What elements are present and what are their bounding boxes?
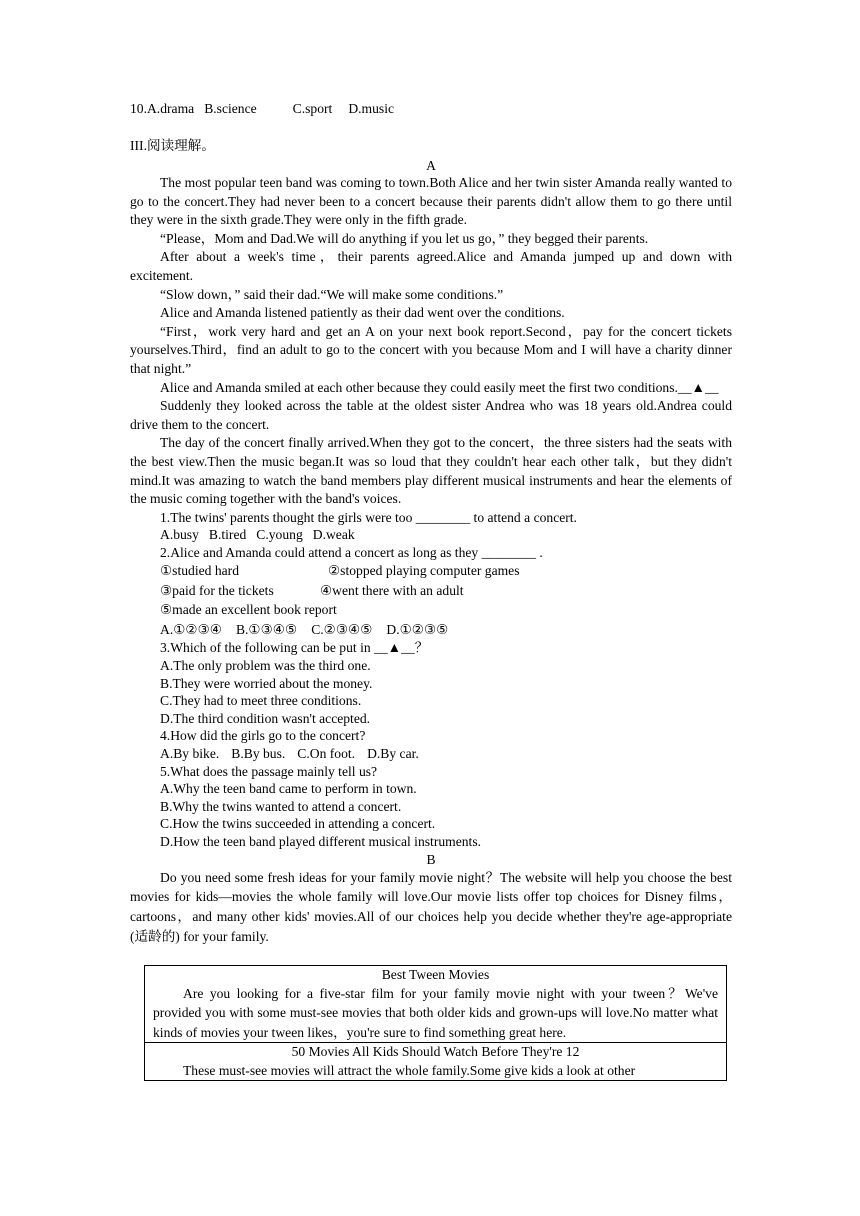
paragraph: After about a week's time，their parents agreed.Alice and Amanda jumped up and down with excitement. [130, 249, 732, 283]
question-2: 2.Alice and Amanda could attend a concert as long as they ________ . [160, 544, 543, 560]
option-d: D.music [348, 101, 394, 116]
option: B.By bus. [231, 746, 286, 762]
question-2-items-row [130, 561, 732, 581]
option-a: 10.A.drama [130, 101, 195, 116]
paragraph: The most popular teen band was coming to town.Both Alice and her twin sister Amanda really wanted to go to the concert.They had never been to a concert because their parents didn't allow them to go there until they were in the sixth grade.They were only in the fifth grade. [130, 175, 732, 228]
option: C.②③④⑤ [311, 621, 373, 637]
option: A.By bike. [160, 746, 220, 762]
passage-a-label: A [426, 158, 436, 173]
option: A.The only problem was the third one. [160, 658, 371, 674]
option: B.tired [208, 527, 247, 543]
choice-item: ③paid for the tickets [160, 582, 274, 598]
paragraph: The day of the concert finally arrived.When they got to the concert，the three sisters had the seats with the best view.Then the music began.It was so loud that they couldn't hear each other talk，but they didn't mind.It was amazing to watch the band members play different musical instruments and hear the elements of the music coming together with the band's voices. [130, 435, 732, 507]
option: B.①③④⑤ [235, 621, 298, 637]
option: D.By car. [367, 746, 419, 762]
movie-list-body: These must-see movies will attract the whole family.Some give kids a look at other [183, 1062, 636, 1078]
movie-list-cell [145, 1042, 727, 1080]
section-title: III.阅读理解。 [130, 138, 215, 153]
option-b: B.science [204, 101, 257, 116]
option: B.They were worried about the money. [160, 675, 373, 691]
option: D.The third condition wasn't accepted. [160, 710, 371, 726]
worksheet-page [130, 100, 732, 947]
option: C.How the twins succeeded in attending a concert. [160, 816, 436, 832]
paragraph: Alice and Amanda listened patiently as their dad went over the conditions. [160, 305, 565, 321]
option-c: C.sport [292, 101, 333, 116]
choice-item: ④went there with an adult [320, 582, 464, 598]
movie-list-body: Are you looking for a five-star film for your family movie night with your tween？We've provided you with some must-see movies that both older kids and grown-ups will love.No matter what kinds of movies your tween likes，you're sure to find something great here. [153, 986, 718, 1040]
question-2-items-row [130, 581, 732, 601]
option: C.They had to meet three conditions. [160, 693, 362, 709]
passage-b-intro: Do you need some fresh ideas for your family movie night？The website will help you choose the best movies for kids—movies the whole family will love.Our movie lists offer top choices for Disney films，cartoons，and many other kids' movies.All of our choices help you decide whether they're age-appropriate (适龄的) for your family. [130, 869, 732, 944]
option: D.How the teen band played different musical instruments. [160, 834, 482, 849]
option: B.Why the twins wanted to attend a concert. [160, 798, 402, 814]
passage-b-label: B [426, 851, 436, 867]
paragraph: “Slow down，” said their dad.“We will make some conditions.” [160, 286, 504, 302]
question-4-options [130, 745, 732, 763]
question-5: 5.What does the passage mainly tell us? [160, 763, 378, 779]
paragraph: Suddenly they looked across the table at the oldest sister Andrea who was 18 years old.Andrea could drive them to the concert. [130, 398, 732, 432]
question-3: 3.Which of the following can be put in __▲__？ [160, 640, 429, 656]
option: A.Why the teen band came to perform in town. [160, 781, 417, 797]
option: C.young [256, 527, 303, 543]
question-2-options [130, 620, 732, 640]
movie-list-title: 50 Movies All Kids Should Watch Before They're 12 [291, 1043, 580, 1059]
question-10-options [130, 100, 732, 118]
movie-list-title: Best Tween Movies [381, 967, 490, 982]
paragraph: “First，work very hard and get an A on your next book report.Second，pay for the concert tickets yourselves.Third，find an adult to go to the concert with you because Mom and I will have a charity dinner that night.” [130, 323, 732, 376]
option: A.①②③④ [160, 621, 222, 637]
option: A.busy [160, 527, 199, 543]
question-1: 1.The twins' parents thought the girls were too ________ to attend a concert. [160, 509, 577, 525]
movie-list-cell [145, 966, 727, 1043]
paragraph: Alice and Amanda smiled at each other because they could easily meet the first two conditions.__▲__ [160, 379, 719, 395]
movie-list-table [144, 965, 727, 1081]
option: D.①②③⑤ [386, 621, 449, 637]
question-4: 4.How did the girls go to the concert? [160, 728, 366, 744]
choice-item: ⑤made an excellent book report [160, 602, 337, 618]
question-1-options [130, 526, 732, 544]
option: D.weak [312, 527, 355, 543]
choice-item: ①studied hard [160, 563, 240, 579]
paragraph: “Please，Mom and Dad.We will do anything if you let us go，” they begged their parents. [160, 230, 649, 246]
choice-item: ②stopped playing computer games [328, 563, 520, 579]
option: C.On foot. [297, 746, 356, 762]
